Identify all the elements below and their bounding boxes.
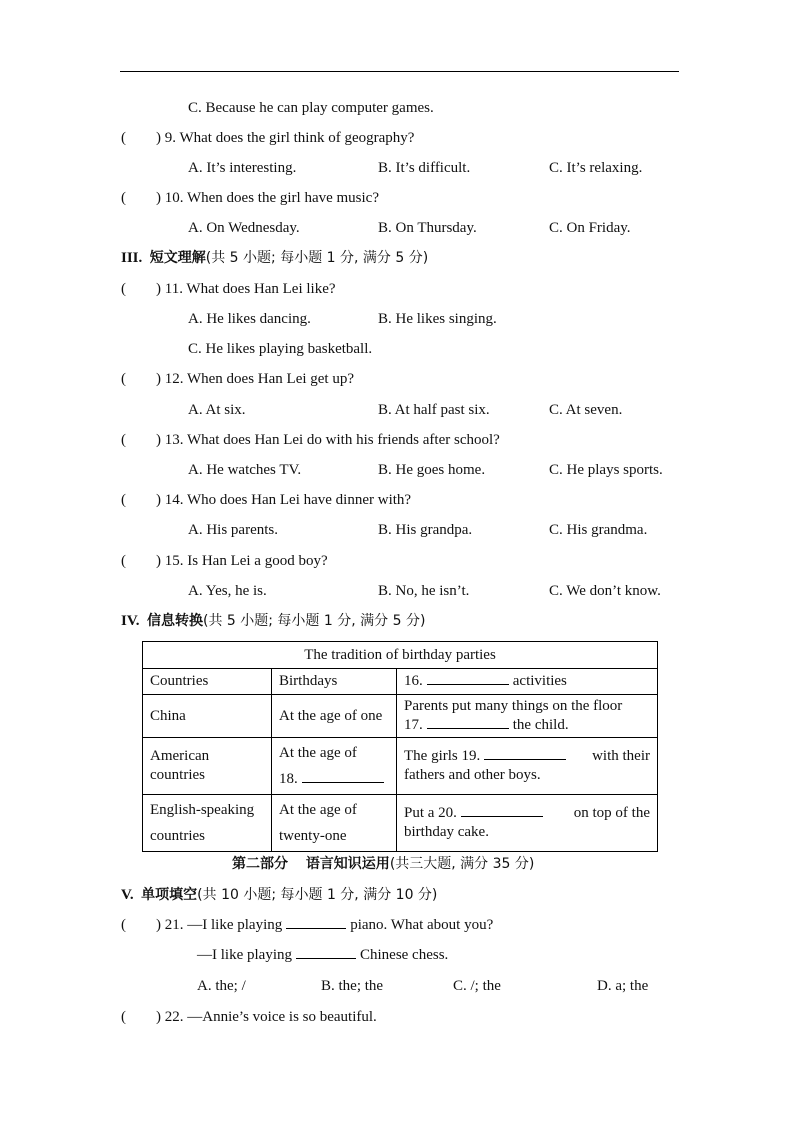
cell-china: China bbox=[143, 695, 272, 738]
header-activities: 16. activities bbox=[397, 669, 658, 695]
section-3-heading: III. 短文理解(共 5 小题; 每小题 1 分, 满分 5 分) bbox=[121, 250, 429, 266]
question-15: ( ) 15. Is Han Lei a good boy? bbox=[121, 553, 328, 569]
question-10: ( ) 10. When does the girl have music? bbox=[121, 190, 379, 206]
cell-english-activity: Put a 20. on top of the birthday cake. bbox=[397, 795, 658, 852]
cell-american-birthday: At the age of 18. bbox=[272, 738, 397, 795]
q10-option-c: C. On Friday. bbox=[549, 220, 631, 236]
q15-option-a: A. Yes, he is. bbox=[188, 583, 267, 599]
question-21: ( ) 21. —I like playing piano. What about you? bbox=[121, 917, 494, 933]
q21-option-d: D. a; the bbox=[597, 978, 649, 994]
question-11: ( ) 11. What does Han Lei like? bbox=[121, 281, 336, 297]
q11-option-a: A. He likes dancing. bbox=[188, 311, 311, 327]
answer-paren-open: ( bbox=[121, 130, 126, 146]
cell-american-activity: The girls 19. with their fathers and other boys. bbox=[397, 738, 658, 795]
q9-option-c: C. It’s relaxing. bbox=[549, 160, 643, 176]
q10-option-b: B. On Thursday. bbox=[378, 220, 477, 236]
question-12: ( ) 12. When does Han Lei get up? bbox=[121, 371, 355, 387]
cell-china-activity: Parents put many things on the floor 17. the child. bbox=[397, 695, 658, 738]
info-table bbox=[142, 641, 658, 852]
header-birthdays: Birthdays bbox=[272, 669, 397, 695]
q12-option-a: A. At six. bbox=[188, 402, 246, 418]
blank-17[interactable] bbox=[427, 716, 509, 729]
q12-option-c: C. At seven. bbox=[549, 402, 623, 418]
question-9: ( ) 9. What does the girl think of geography? bbox=[121, 130, 415, 146]
section-5-heading: V. 单项填空(共 10 小题; 每小题 1 分, 满分 10 分) bbox=[121, 887, 438, 903]
q13-option-b: B. He goes home. bbox=[378, 462, 486, 478]
header-rule bbox=[120, 71, 679, 72]
blank-21b[interactable] bbox=[296, 946, 356, 959]
q11-option-c: C. He likes playing basketball. bbox=[188, 341, 373, 357]
q15-option-b: B. No, he isn’t. bbox=[378, 583, 470, 599]
blank-20[interactable] bbox=[461, 804, 543, 817]
part-2-heading: 第二部分 语言知识运用(共三大题, 满分 35 分) bbox=[232, 856, 535, 872]
q21-option-b: B. the; the bbox=[321, 978, 384, 994]
section-4-heading: IV. 信息转换(共 5 小题; 每小题 1 分, 满分 5 分) bbox=[121, 613, 426, 629]
q14-option-a: A. His parents. bbox=[188, 522, 278, 538]
q13-option-c: C. He plays sports. bbox=[549, 462, 663, 478]
blank-18[interactable] bbox=[302, 770, 384, 783]
question-22: ( ) 22. —Annie’s voice is so beautiful. bbox=[121, 1009, 377, 1025]
q11-option-b: B. He likes singing. bbox=[378, 311, 497, 327]
blank-16[interactable] bbox=[427, 672, 509, 685]
q9-option-b: B. It’s difficult. bbox=[378, 160, 471, 176]
header-countries: Countries bbox=[143, 669, 272, 695]
question-text: 10. When does the girl have music? bbox=[164, 190, 379, 206]
q21-option-a: A. the; / bbox=[197, 978, 246, 994]
q10-option-a: A. On Wednesday. bbox=[188, 220, 300, 236]
cell-american: American countries bbox=[143, 738, 272, 795]
q8-option-c: C. Because he can play computer games. bbox=[188, 100, 434, 116]
cell-china-birthday: At the age of one bbox=[272, 695, 397, 738]
blank-19[interactable] bbox=[484, 747, 566, 760]
question-13: ( ) 13. What does Han Lei do with his friends after school? bbox=[121, 432, 500, 448]
q12-option-b: B. At half past six. bbox=[378, 402, 490, 418]
q14-option-c: C. His grandma. bbox=[549, 522, 648, 538]
question-21-line-2: —I like playing Chinese chess. bbox=[197, 947, 449, 963]
q9-option-a: A. It’s interesting. bbox=[188, 160, 297, 176]
table-title: The tradition of birthday parties bbox=[143, 642, 658, 669]
q21-option-c: C. /; the bbox=[453, 978, 501, 994]
q13-option-a: A. He watches TV. bbox=[188, 462, 302, 478]
cell-english: English-speaking countries bbox=[143, 795, 272, 852]
blank-21a[interactable] bbox=[286, 916, 346, 929]
q14-option-b: B. His grandpa. bbox=[378, 522, 473, 538]
cell-english-birthday: At the age of twenty-one bbox=[272, 795, 397, 852]
question-text: 9. What does the girl think of geography? bbox=[164, 130, 415, 146]
question-14: ( ) 14. Who does Han Lei have dinner with? bbox=[121, 492, 412, 508]
q15-option-c: C. We don’t know. bbox=[549, 583, 661, 599]
